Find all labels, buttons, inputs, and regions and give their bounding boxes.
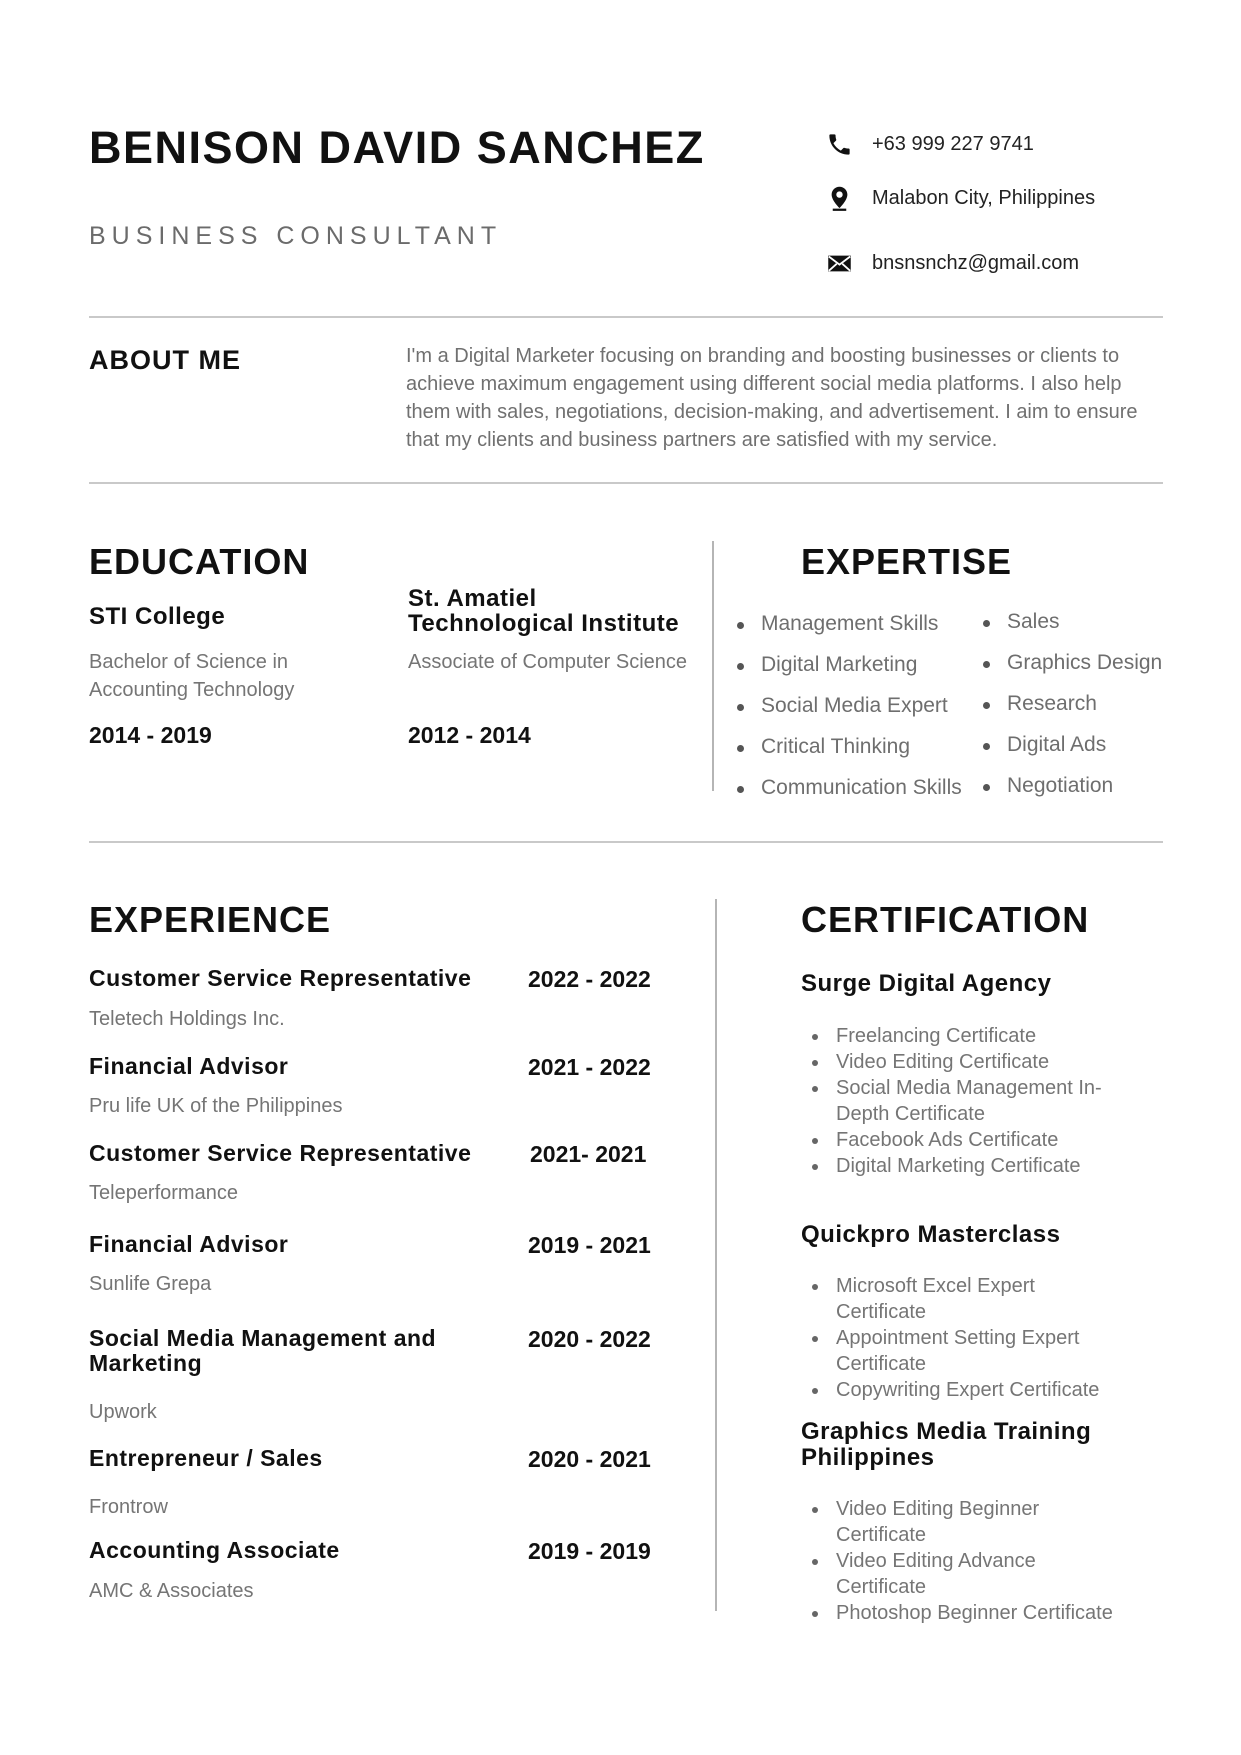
about-heading: ABOUT ME [89,345,241,375]
list-item: Sales [983,608,1162,649]
company: Upwork [89,1401,157,1423]
list-item: Digital Ads [983,731,1162,772]
location-text: Malabon City, Philippines [872,187,1096,209]
job-title: Financial Advisor [89,1053,289,1079]
cert-list [801,1023,1121,1179]
job-years: 2022 - 2022 [528,966,651,992]
list-item: Graphics Design [983,649,1162,690]
list-item: Research [983,690,1162,731]
company: Pru life UK of the Philippines [89,1095,343,1117]
list-item: Digital Marketing Certificate [801,1153,1121,1179]
list-item: Management Skills [737,610,962,651]
job-title: Customer Service Representative [89,965,472,991]
job-title: Entrepreneur / Sales [89,1445,323,1471]
cert-list [801,1273,1121,1403]
contact-location [826,185,1095,212]
job-years: 2019 - 2019 [528,1538,651,1564]
list-item: Facebook Ads Certificate [801,1127,1121,1153]
phone-icon [826,131,853,158]
cert-org: Graphics Media Training Philippines [801,1418,1092,1471]
job-title: Social Media Management and Marketing [89,1325,437,1376]
divider [89,841,1163,843]
education-entry [89,603,389,631]
list-item: Video Editing Beginner Certificate [801,1496,1121,1548]
cert-org: Quickpro Masterclass [801,1221,1061,1248]
job-years: 2019 - 2021 [528,1232,651,1258]
school-name: St. Amatiel Technological Institute [408,585,680,637]
job-title: BUSINESS CONSULTANT [89,222,503,250]
education-heading: EDUCATION [89,541,310,582]
cert-org: Surge Digital Agency [801,970,1052,997]
job-years: 2021- 2021 [530,1141,647,1167]
email-link[interactable]: bnsnsnchz@gmail.com [872,252,1080,274]
list-item: Video Editing Certificate [801,1049,1121,1075]
location-pin-icon [826,185,853,212]
envelope-icon [826,250,853,277]
company: Teletech Holdings Inc. [89,1008,285,1030]
company: Frontrow [89,1496,168,1518]
company: Teleperformance [89,1182,238,1204]
contact-phone [826,131,1034,158]
education-years: 2014 - 2019 [89,722,212,748]
list-item: Communication Skills [737,774,962,815]
list-item: Microsoft Excel Expert Certificate [801,1273,1121,1325]
expertise-list-2 [983,608,1162,813]
degree: Bachelor of Science in Accounting Technology [89,651,295,701]
job-years: 2020 - 2022 [528,1326,651,1352]
job-title: Accounting Associate [89,1537,340,1563]
job-title: Financial Advisor [89,1231,289,1257]
resume-name: BENISON DAVID SANCHEZ [89,122,705,173]
cert-list [801,1496,1121,1626]
job-title: Customer Service Representative [89,1140,472,1166]
divider [89,482,1163,484]
list-item: Digital Marketing [737,651,962,692]
divider [89,316,1163,318]
list-item: Video Editing Advance Certificate [801,1548,1121,1600]
list-item: Critical Thinking [737,733,962,774]
phone-number: +63 999 227 9741 [872,133,1034,155]
list-item: Social Media Expert [737,692,962,733]
job-years: 2020 - 2021 [528,1446,651,1472]
list-item: Social Media Management In-Depth Certificate [801,1075,1121,1127]
column-divider [715,899,717,1611]
column-divider [712,541,714,791]
list-item: Photoshop Beginner Certificate [801,1600,1121,1626]
list-item: Appointment Setting Expert Certificate [801,1325,1121,1377]
expertise-heading: EXPERTISE [801,541,1013,582]
list-item: Freelancing Certificate [801,1023,1121,1049]
about-text: I'm a Digital Marketer focusing on branding and boosting businesses or clients to achieve maximum engagement using different social media platforms. I also help them with sales, negotiations, decision-making, and advertisement. I aim to ensure that my clients and business partners are satisfied with my service. [406,345,1138,451]
list-item: Negotiation [983,772,1162,813]
certification-heading: CERTIFICATION [801,899,1090,940]
experience-heading: EXPERIENCE [89,899,332,940]
education-years: 2012 - 2014 [408,722,531,748]
company: AMC & Associates [89,1580,254,1602]
expertise-list-1 [737,610,962,815]
school-name: STI College [89,603,226,630]
list-item: Copywriting Expert Certificate [801,1377,1121,1403]
contact-email [826,250,1079,277]
job-years: 2021 - 2022 [528,1054,651,1080]
company: Sunlife Grepa [89,1273,212,1295]
degree: Associate of Computer Science [408,651,688,673]
